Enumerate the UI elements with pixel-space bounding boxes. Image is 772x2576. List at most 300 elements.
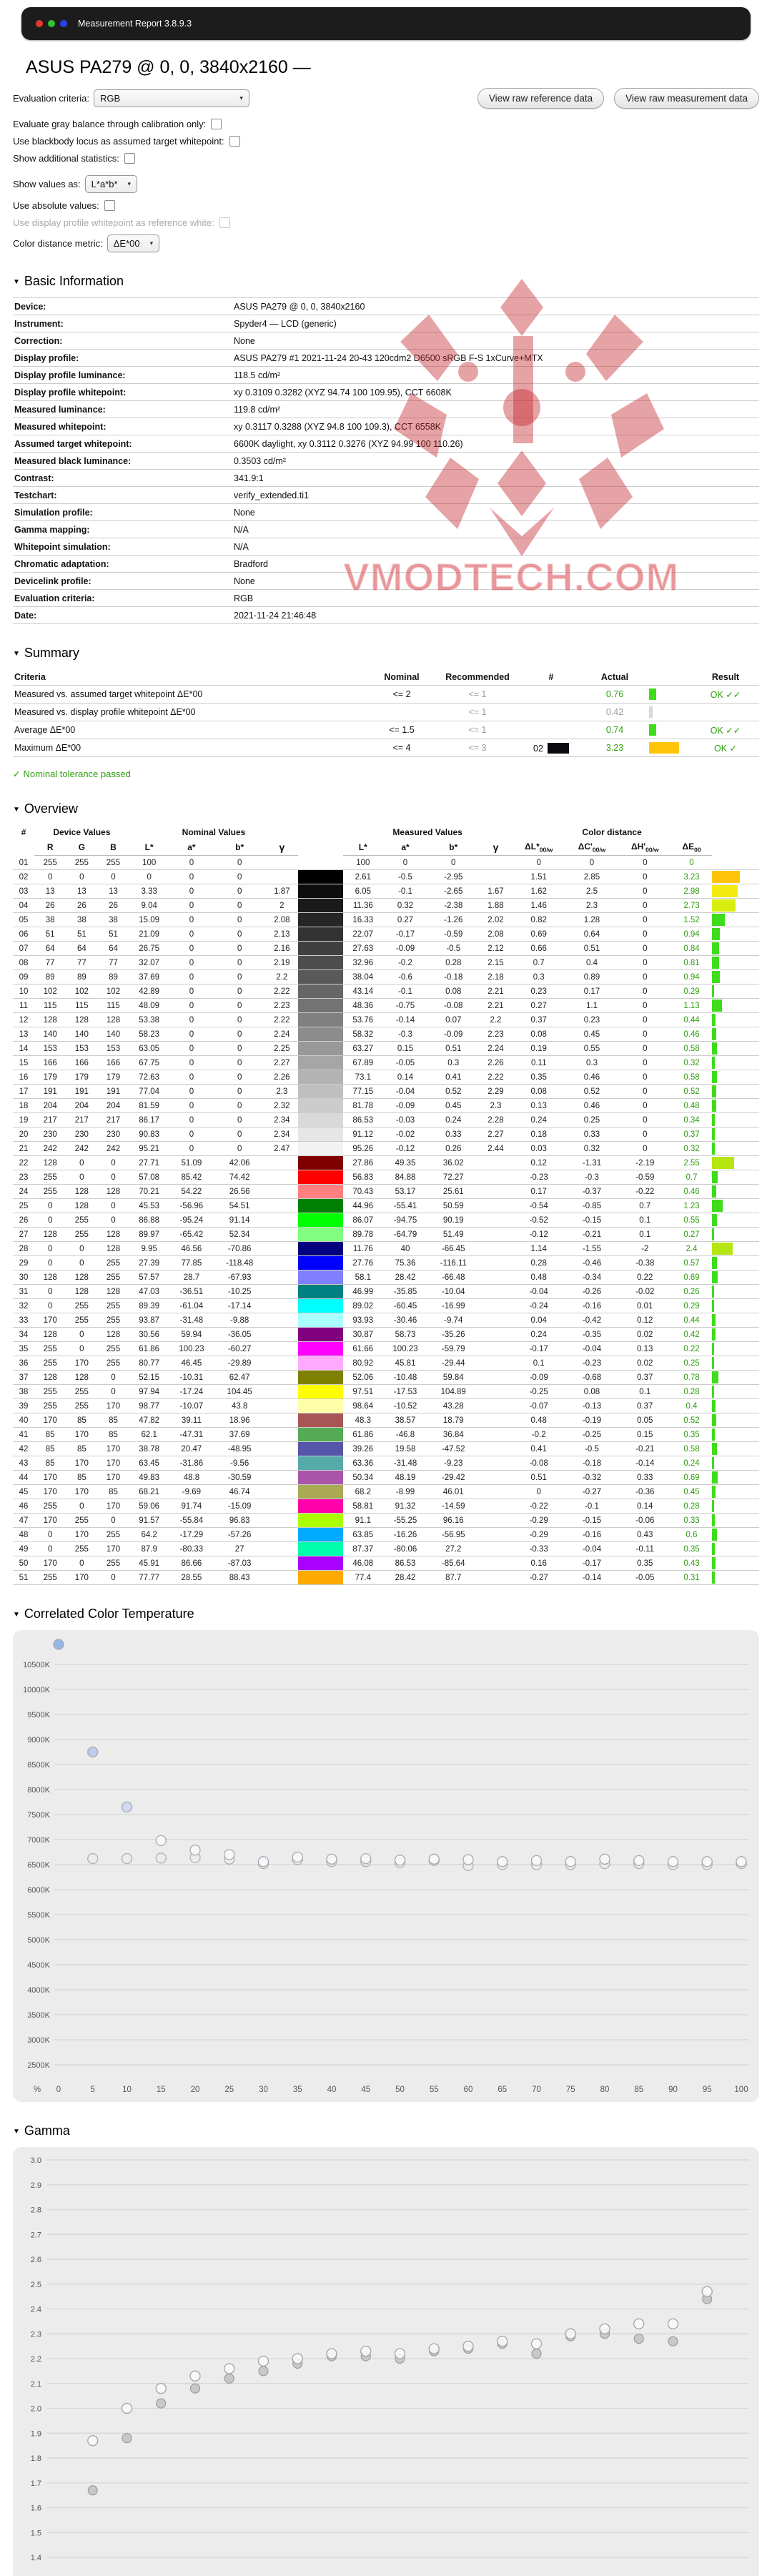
delta-e-bar xyxy=(712,914,725,926)
patch-swatch xyxy=(298,1399,342,1413)
basic-information-heading[interactable]: ▼ Basic Information xyxy=(13,274,124,288)
cct-measured-point xyxy=(224,1850,234,1860)
svg-text:5: 5 xyxy=(90,2086,95,2095)
overview-col-bar xyxy=(712,825,759,856)
svg-text:1.5: 1.5 xyxy=(30,2529,41,2538)
svg-text:9500K: 9500K xyxy=(27,1711,50,1720)
patch-swatch xyxy=(298,1228,342,1242)
gamma-nominal-point xyxy=(600,2324,610,2334)
color-distance-metric-value: ΔE*00 xyxy=(113,238,140,249)
overview-row: 11 115 115 115 48.09 0 0 2.23 48.36 -0.75 -0.08 2.21 0.27 1.1 0 1.13 xyxy=(13,999,759,1013)
overview-row: 14 153 153 153 63.05 0 0 2.25 63.27 0.15 0.51 2.24 0.19 0.55 0 0.58 xyxy=(13,1042,759,1056)
overview-row: 13 140 140 140 58.23 0 0 2.24 58.32 -0.3 -0.09 2.23 0.08 0.45 0 0.46 xyxy=(13,1027,759,1042)
patch-swatch xyxy=(298,1428,342,1442)
delta-e-bar xyxy=(712,928,720,940)
gamma-measured-point xyxy=(668,2337,678,2346)
delta-e-bar xyxy=(712,1214,717,1226)
overview-row: 34 128 0 128 30.56 59.94 -36.05 30.87 58.73 -35.26 0.24 -0.35 0.02 0.42 xyxy=(13,1328,759,1342)
delta-e-bar xyxy=(712,1243,733,1255)
svg-text:9000K: 9000K xyxy=(27,1736,50,1745)
cct-measured-point xyxy=(463,1855,473,1865)
overview-row: 42 85 85 170 38.78 20.47 -48.95 39.26 19.58 -47.52 0.41 -0.5 -0.21 0.58 xyxy=(13,1442,759,1456)
overview-row: 41 85 170 85 62.1 -47.31 37.69 61.86 -46.8 36.84 -0.2 -0.25 0.15 0.35 xyxy=(13,1428,759,1442)
info-row: Instrument: Spyder4 — LCD (generic) xyxy=(13,315,759,332)
cct-measured-point xyxy=(327,1855,337,1865)
svg-text:10500K: 10500K xyxy=(23,1661,50,1670)
cct-measured-point xyxy=(600,1855,610,1865)
overview-group-measured: Measured Values xyxy=(392,827,462,837)
svg-text:55: 55 xyxy=(429,2086,439,2095)
summary-col-num: # xyxy=(520,669,582,686)
svg-text:6000K: 6000K xyxy=(27,1886,50,1895)
svg-text:1.8: 1.8 xyxy=(30,2454,41,2464)
patch-swatch xyxy=(298,1170,342,1185)
evaluation-criteria-select[interactable] xyxy=(94,89,249,107)
svg-text:80: 80 xyxy=(600,2086,610,2095)
patch-swatch xyxy=(298,1499,342,1514)
overview-row: 04 26 26 26 9.04 0 0 2 11.36 0.32 -2.38 1.88 1.46 2.3 0 2.73 xyxy=(13,899,759,913)
svg-text:45: 45 xyxy=(361,2086,371,2095)
delta-e-bar xyxy=(712,1185,716,1198)
window-titlebar xyxy=(21,7,751,40)
gamma-nominal-point xyxy=(463,2341,473,2352)
overview-row: 45 170 170 85 68.21 -9.69 46.74 68.2 -8.99 46.01 0 -0.27 -0.36 0.45 xyxy=(13,1485,759,1499)
svg-text:4500K: 4500K xyxy=(27,1961,50,1970)
overview-row: 17 191 191 191 77.04 0 0 2.3 77.15 -0.04 0.52 2.29 0.08 0.52 0 0.52 xyxy=(13,1085,759,1099)
gamma-nominal-point xyxy=(532,2339,542,2349)
gamma-nominal-point xyxy=(361,2346,371,2357)
info-row: Display profile whitepoint: xy 0.3109 0.3282 (XYZ 94.74 100 109.95), CCT 6608K xyxy=(13,384,759,401)
delta-e-bar xyxy=(712,1085,716,1097)
delta-e-bar xyxy=(712,985,714,997)
display-whitepoint-reference-checkbox xyxy=(219,217,230,228)
cct-measured-point xyxy=(532,1856,542,1866)
patch-swatch xyxy=(298,1113,342,1127)
gamma-nominal-point xyxy=(156,2384,166,2394)
evaluation-criteria-value: RGB xyxy=(99,93,121,104)
cct-measured-point xyxy=(259,1857,269,1867)
delta-e-bar xyxy=(712,1486,716,1498)
delta-e-bar xyxy=(712,1100,716,1112)
result-bar xyxy=(649,689,656,700)
summary-col-criteria: Criteria xyxy=(13,669,369,686)
patch-swatch xyxy=(298,856,342,870)
patch-swatch xyxy=(298,1285,342,1299)
svg-text:2.8: 2.8 xyxy=(30,2206,41,2215)
delta-e-bar xyxy=(712,1028,716,1040)
patch-swatch xyxy=(298,1185,342,1199)
patch-swatch xyxy=(298,942,342,956)
svg-text:75: 75 xyxy=(565,2086,575,2095)
overview-row: 19 217 217 217 86.17 0 0 2.34 86.53 -0.03 0.24 2.28 0.24 0.25 0 0.34 xyxy=(13,1113,759,1127)
gamma-measured-point xyxy=(224,2374,234,2384)
overview-row: 07 64 64 64 26.75 0 0 2.16 27.63 -0.09 -0.5 2.12 0.66 0.51 0 0.84 xyxy=(13,942,759,956)
delta-e-bar xyxy=(712,1000,722,1012)
gamma-nominal-point xyxy=(498,2336,508,2346)
patch-swatch xyxy=(298,1571,342,1585)
svg-text:95: 95 xyxy=(702,2086,712,2095)
gamma-measured-point xyxy=(634,2334,643,2344)
delta-e-bar xyxy=(712,1314,716,1326)
patch-swatch xyxy=(298,1127,342,1142)
cct-measured-point xyxy=(156,1836,166,1846)
patch-swatch xyxy=(298,870,342,884)
delta-e-bar xyxy=(712,1128,715,1140)
patch-swatch xyxy=(298,1413,342,1428)
svg-text:2.4: 2.4 xyxy=(30,2305,41,2314)
overview-row: 16 179 179 179 72.63 0 0 2.26 73.1 0.14 0.41 2.22 0.35 0.46 0 0.58 xyxy=(13,1070,759,1085)
summary-row: Measured vs. assumed target whitepoint ΔE*00 <= 2 <= 1 0.76 OK ✓✓ xyxy=(13,686,759,704)
overview-row: 49 0 255 170 87.9 -80.33 27 87.37 -80.06 27.2 -0.33 -0.04 -0.11 0.35 xyxy=(13,1542,759,1556)
delta-e-bar xyxy=(712,1457,714,1469)
summary-col-nominal: Nominal xyxy=(369,669,435,686)
close-dot-icon[interactable] xyxy=(36,20,43,27)
svg-text:2.6: 2.6 xyxy=(30,2256,41,2265)
delta-e-bar xyxy=(712,1228,714,1240)
delta-e-bar xyxy=(712,1271,718,1283)
patch-swatch xyxy=(298,1056,342,1070)
show-values-label: Show values as: xyxy=(13,179,81,189)
svg-text:5000K: 5000K xyxy=(27,1936,50,1945)
collapse-triangle-icon: ▼ xyxy=(13,278,20,286)
patch-swatch xyxy=(298,1456,342,1471)
gamma-nominal-point xyxy=(702,2287,712,2297)
overview-row: 27 128 255 128 89.97 -65.42 52.34 89.78 -64.79 51.49 -0.12 -0.21 0.1 0.27 xyxy=(13,1228,759,1242)
patch-swatch xyxy=(298,1485,342,1499)
info-row: Evaluation criteria: RGB xyxy=(13,590,759,607)
cct-chart xyxy=(13,1630,759,2102)
summary-row: Average ΔE*00 <= 1.5 <= 1 0.74 OK ✓✓ xyxy=(13,721,759,739)
cct-heading[interactable]: ▼ Correlated Color Temperature xyxy=(13,1607,194,1622)
maximize-dot-icon[interactable] xyxy=(60,20,67,27)
info-row: Gamma mapping: N/A xyxy=(13,521,759,538)
delta-e-bar xyxy=(712,1300,714,1312)
patch-swatch xyxy=(298,970,342,984)
overview-row: 43 85 170 170 63.45 -31.86 -9.56 63.36 -31.48 -9.23 -0.08 -0.18 -0.14 0.24 xyxy=(13,1456,759,1471)
gamma-measured-point xyxy=(122,2434,132,2443)
gamma-nominal-point xyxy=(224,2364,234,2374)
svg-text:2.0: 2.0 xyxy=(30,2404,41,2414)
patch-swatch xyxy=(298,1027,342,1042)
delta-e-bar xyxy=(712,1143,715,1155)
info-row: Chromatic adaptation: Bradford xyxy=(13,556,759,573)
patch-swatch xyxy=(298,956,342,970)
cct-measured-point xyxy=(395,1855,405,1865)
patch-swatch xyxy=(298,1313,342,1328)
summary-row: Maximum ΔE*00 <= 4 <= 3 02 3.23 OK ✓ xyxy=(13,739,759,757)
svg-text:2500K: 2500K xyxy=(27,2061,50,2071)
svg-text:30: 30 xyxy=(259,2086,268,2095)
view-raw-measurement-data-button[interactable]: View raw measurement data xyxy=(614,88,759,109)
delta-e-bar xyxy=(712,899,736,912)
gamma-measured-point xyxy=(259,2367,268,2376)
overview-row: 05 38 38 38 15.09 0 0 2.08 16.33 0.27 -1.26 2.02 0.82 1.28 0 1.52 xyxy=(13,913,759,927)
patch-swatch xyxy=(298,1042,342,1056)
svg-text:8500K: 8500K xyxy=(27,1761,50,1770)
overview-row: 33 170 255 255 93.87 -31.48 -9.88 93.93 -30.46 -9.74 0.04 -0.42 0.12 0.44 xyxy=(13,1313,759,1328)
patch-swatch xyxy=(298,884,342,899)
delta-e-bar xyxy=(712,1428,715,1441)
svg-text:2.3: 2.3 xyxy=(30,2330,41,2339)
display-whitepoint-reference-label: Use display profile whitepoint as reference white: xyxy=(13,217,214,228)
svg-text:85: 85 xyxy=(634,2086,644,2095)
chevron-down-icon: ▾ xyxy=(127,180,132,187)
tolerance-passed-note: ✓ Nominal tolerance passed xyxy=(13,769,131,779)
svg-text:3500K: 3500K xyxy=(27,2011,50,2020)
gamma-measured-point xyxy=(191,2384,200,2394)
patch-swatch xyxy=(298,1242,342,1256)
patch-swatch xyxy=(298,1013,342,1027)
delta-e-bar xyxy=(712,1443,717,1455)
summary-heading[interactable]: ▼ Summary xyxy=(13,646,79,660)
patch-swatch xyxy=(298,1328,342,1342)
gamma-nominal-point xyxy=(190,2372,200,2382)
gamma-measured-point xyxy=(157,2399,166,2408)
gamma-nominal-point xyxy=(259,2357,269,2367)
svg-text:10: 10 xyxy=(122,2086,132,2095)
delta-e-bar xyxy=(712,1014,716,1026)
svg-text:2.7: 2.7 xyxy=(30,2231,41,2240)
svg-text:1.9: 1.9 xyxy=(30,2429,41,2439)
view-raw-reference-data-button[interactable]: View raw reference data xyxy=(477,88,604,109)
show-values-value: L*a*b* xyxy=(91,179,118,189)
overview-row: 03 13 13 13 3.33 0 0 1.87 6.05 -0.1 -2.65 1.67 1.62 2.5 0 2.98 xyxy=(13,884,759,899)
cct-measured-point xyxy=(498,1857,508,1867)
gamma-nominal-point xyxy=(122,2404,132,2414)
delta-e-bar xyxy=(712,1386,714,1398)
cct-measured-point xyxy=(361,1854,371,1864)
overview-row: 26 0 255 0 86.88 -95.24 91.14 86.07 -94.75 90.19 -0.52 -0.15 0.1 0.55 xyxy=(13,1213,759,1228)
overview-row: 10 102 102 102 42.89 0 0 2.22 43.14 -0.1 0.08 2.21 0.23 0.17 0 0.29 xyxy=(13,984,759,999)
patch-swatch xyxy=(298,1199,342,1213)
svg-text:7500K: 7500K xyxy=(27,1811,50,1820)
cct-measured-point xyxy=(565,1857,575,1867)
chevron-down-icon: ▾ xyxy=(239,94,243,102)
delta-e-bar xyxy=(712,1571,715,1584)
patch-swatch xyxy=(298,1299,342,1313)
result-bar xyxy=(649,706,653,718)
delta-e-bar xyxy=(712,1114,715,1126)
result-bar xyxy=(649,742,679,754)
svg-text:3000K: 3000K xyxy=(27,2036,50,2045)
patch-swatch xyxy=(298,1528,342,1542)
delta-e-bar xyxy=(712,1285,714,1298)
overview-row: 31 0 128 128 47.03 -36.51 -10.25 46.99 -35.85 -10.04 -0.04 -0.26 -0.02 0.26 xyxy=(13,1285,759,1299)
patch-swatch xyxy=(298,1385,342,1399)
delta-e-bar xyxy=(712,957,719,969)
overview-row: 08 77 77 77 32.07 0 0 2.19 32.96 -0.2 0.28 2.15 0.7 0.4 0 0.81 xyxy=(13,956,759,970)
delta-e-bar xyxy=(712,1400,716,1412)
patch-swatch xyxy=(298,913,342,927)
svg-text:5500K: 5500K xyxy=(27,1911,50,1920)
gamma-measured-point xyxy=(532,2349,541,2359)
info-row: Device: ASUS PA279 @ 0, 0, 3840x2160 xyxy=(13,298,759,315)
patch-swatch xyxy=(298,1156,342,1170)
overview-row: 50 170 0 255 45.91 86.66 -87.03 46.08 86.53 -85.64 0.16 -0.17 0.35 0.43 xyxy=(13,1556,759,1571)
overview-row: 23 255 0 0 57.08 85.42 74.42 56.83 84.88 72.27 -0.23 -0.3 -0.59 0.7 xyxy=(13,1170,759,1185)
overview-group-device: Device Values xyxy=(53,827,111,837)
info-row: Devicelink profile: None xyxy=(13,573,759,590)
delta-e-bar xyxy=(712,971,720,983)
basic-information-table xyxy=(13,297,759,624)
svg-text:15: 15 xyxy=(156,2086,166,2095)
svg-text:4000K: 4000K xyxy=(27,1986,50,1995)
info-row: Date: 2021-11-24 21:46:48 xyxy=(13,607,759,624)
delta-e-bar xyxy=(712,942,719,954)
info-row: Whitepoint simulation: N/A xyxy=(13,538,759,556)
svg-text:40: 40 xyxy=(327,2086,337,2095)
gamma-nominal-point xyxy=(429,2344,439,2354)
svg-text:1.4: 1.4 xyxy=(30,2554,41,2563)
delta-e-bar xyxy=(712,1529,717,1541)
delta-e-bar xyxy=(712,1514,715,1526)
patch-swatch xyxy=(298,1556,342,1571)
gamma-measured-point xyxy=(88,2486,97,2495)
evaluation-criteria-label: Evaluation criteria: xyxy=(13,93,89,104)
patch-swatch xyxy=(298,1213,342,1228)
gamma-nominal-point xyxy=(327,2349,337,2359)
svg-text:25: 25 xyxy=(224,2086,234,2095)
color-distance-metric-select[interactable] xyxy=(107,235,159,252)
svg-text:1.7: 1.7 xyxy=(30,2479,41,2489)
cct-measured-point xyxy=(429,1855,439,1865)
summary-col-bar xyxy=(648,669,692,686)
gamma-nominal-point xyxy=(668,2319,678,2329)
overview-row: 09 89 89 89 37.69 0 0 2.2 38.04 -0.6 -0.18 2.18 0.3 0.89 0 0.94 xyxy=(13,970,759,984)
patch-swatch xyxy=(298,1542,342,1556)
delta-e-bar xyxy=(712,1071,717,1083)
overview-row: 28 0 0 128 9.95 46.56 -70.86 11.76 40 -66.45 1.14 -1.55 -2 2.4 xyxy=(13,1242,759,1256)
svg-text:10000K: 10000K xyxy=(23,1686,50,1695)
overview-row: 02 0 0 0 0 0 0 2.61 -0.5 -2.95 1.51 2.85 0 3.23 xyxy=(13,870,759,884)
gamma-heading[interactable]: ▼ Gamma xyxy=(13,2123,70,2138)
delta-e-bar xyxy=(712,1171,718,1183)
overview-row: 32 0 255 255 89.39 -61.04 -17.14 89.02 -60.45 -16.99 -0.24 -0.16 0.01 0.29 xyxy=(13,1299,759,1313)
svg-text:20: 20 xyxy=(190,2086,200,2095)
delta-e-bar xyxy=(712,1543,715,1555)
svg-text:60: 60 xyxy=(463,2086,473,2095)
info-row: Measured luminance: 119.8 cd/m² xyxy=(13,401,759,418)
cct-measured-point xyxy=(702,1857,712,1867)
patch-swatch xyxy=(298,984,342,999)
gray-balance-label: Evaluate gray balance through calibration only: xyxy=(13,119,207,129)
overview-group-nominal: Nominal Values xyxy=(182,827,246,837)
svg-text:50: 50 xyxy=(395,2086,405,2095)
overview-row: 25 0 128 0 45.53 -56.96 54.51 44.96 -55.41 50.59 -0.54 -0.85 0.7 1.23 xyxy=(13,1199,759,1213)
overview-row: 44 170 85 170 49.83 48.8 -30.59 50.34 48.19 -29.42 0.51 -0.32 0.33 0.69 xyxy=(13,1471,759,1485)
patch-swatch xyxy=(298,1142,342,1156)
overview-row: 30 128 128 255 57.57 28.7 -67.93 58.1 28.42 -66.48 0.48 -0.34 0.22 0.69 xyxy=(13,1270,759,1285)
overview-row: 21 242 242 242 95.21 0 0 2.47 95.26 -0.12 0.26 2.44 0.03 0.32 0 0.32 xyxy=(13,1142,759,1156)
info-row: Testchart: verify_extended.ti1 xyxy=(13,487,759,504)
svg-text:6500K: 6500K xyxy=(27,1861,50,1870)
cct-measured-point xyxy=(736,1857,746,1867)
delta-e-bar xyxy=(712,1157,734,1169)
patch-swatch xyxy=(298,1342,342,1356)
minimize-dot-icon[interactable] xyxy=(48,20,55,27)
delta-e-bar xyxy=(712,1414,716,1426)
info-row: Assumed target whitepoint: 6600K daylight, xy 0.3112 0.3276 (XYZ 94.99 100 110.26) xyxy=(13,435,759,453)
patch-swatch xyxy=(298,1442,342,1456)
patch-swatch xyxy=(298,1256,342,1270)
patch-swatch xyxy=(298,1070,342,1085)
overview-row: 01 255 255 255 100 0 0 100 0 0 0 0 0 0 xyxy=(13,856,759,870)
overview-row: 29 0 0 255 27.39 77.85 -118.48 27.76 75.36 -116.11 0.28 -0.46 -0.38 0.57 xyxy=(13,1256,759,1270)
patch-swatch xyxy=(298,999,342,1013)
svg-text:2.1: 2.1 xyxy=(30,2380,41,2389)
svg-text:100: 100 xyxy=(734,2086,748,2095)
delta-e-bar xyxy=(712,885,738,897)
window-title: Measurement Report 3.8.9.3 xyxy=(78,19,192,29)
absolute-values-checkbox[interactable] xyxy=(104,200,115,211)
summary-col-actual: Actual xyxy=(582,669,648,686)
overview-table: # Device Values Nominal Values Measured Values Color distance R G B L* a* b* γ L* a* b* γ $\Delta L*_{00/w}$ $\Delta C'_{00/w}$ $\Delta H'_{00/w}$ $\Delta E_{00}$ 01 255 255 255 100 0 0 100 0 0 0 0 0 0 02 0 0 0 0 0 0 2.61 -0.5 -2.95 1.51 2.85 0 3.23 03 13 13 13 3.33 0 0 1.87 6.05 -0.1 -2.65 1.67 1.62 2.5 0 2.98 04 26 26 26 9.04 0 0 2 11.36 0.32 -2.38 1.88 1.46 2.3 0 2.73 05 38 38 38 15.09 0 0 2.08 16.33 0.27 -1.26 2.02 0.82 1.28 0 1.52 06 51 51 51 21.09 0 0 2.13 22.07 -0.17 -0.59 2.08 0.69 0.64 0 0.94 07 64 64 64 26.75 0 0 2.16 27.63 -0.09 -0.5 2.12 0.66 0.51 0 0.84 08 77 77 77 32.07 0 0 2.19 32.96 -0.2 0.28 2.15 0.7 0.4 0 0.81 09 89 89 89 37.69 0 0 2.2 38.04 -0.6 -0.18 2.18 0.3 0.89 0 0.94 10 102 102 102 42.89 0 0 2.22 43.14 -0.1 0.08 2.21 0.23 0.17 0 0.29 11 115 115 115 48.09 0 0 2.23 48.36 -0.75 -0.08 2.21 0.27 1.1 0 1.13 12 128 128 128 53.38 0 0 2.22 53.76 -0.14 0.07 2.2 0.37 0.23 0 0.44 13 140 140 140 58.23 0 0 2.24 58.32 -0.3 -0.09 2.23 0.08 0.45 0 0.46 14 153 153 153 63.05 0 0 2.25 63.27 0.15 0.51 2.24 0.19 0.55 0 0.58 15 166 166 166 67.75 0 0 2.27 67.89 -0.05 0.3 2.26 0.11 0.3 0 0.32 16 179 179 179 72.63 0 0 2.26 73.1 0.14 0.41 2.22 0.35 0.46 0 0.58 17 191 191 191 77.04 0 0 2.3 77.15 -0.04 0.52 2.29 0.08 0.52 0 0.52 18 204 204 204 81.59 0 0 2.32 81.78 -0.09 0.45 2.3 0.13 0.46 0 0.48 19 217 217 217 86.17 0 0 2.34 86.53 -0.03 0.24 2.28 0.24 0.25 0 0.34 20 230 230 230 90.83 0 0 2.34 91.12 -0.02 0.33 2.27 0.18 0.33 0 0.37 21 242 242 242 95.21 0 0 2.47 95.26 -0.12 0.26 2.44 0.03 0.32 0 0.32 22 128 0 0 27.71 51.09 42.06 27.86 49.35 36.02 0.12 -1.31 -2.19 2.55 23 255 0 0 57.08 85.42 74.42 56.83 84.88 72.27 -0.23 -0.3 -0.59 0.7 24 255 128 128 70.21 54.22 26.56 70.43 53.17 25.61 0.17 -0.37 -0.22 0.46 25 0 128 0 45.53 -56.96 54.51 44.96 -55.41 50.59 -0.54 -0.85 0.7 1.23 26 0 255 0 86.88 -95.24 91.14 86.07 -94.75 90.19 -0.52 -0.15 0.1 0.55 27 128 255 128 89.97 -65.42 52.34 89.78 -64.79 51.49 -0.12 -0.21 0.1 0.27 28 0 0 128 9.95 46.56 -70.86 11.76 40 -66.45 1.14 -1.55 -2 2.4 29 0 0 255 27.39 77.85 -118.48 27.76 75.36 -116.11 0.28 -0.46 -0.38 0.57 30 128 128 255 57.57 28.7 -67.93 58.1 28.42 -66.48 0.48 -0.34 0.22 0.69 31 0 128 128 47.03 -36.51 -10.25 46.99 -35.85 -10.04 -0.04 -0.26 -0.02 0.26 32 0 255 255 89.39 -61.04 -17.14 89.02 -60.45 -16.99 -0.24 -0.16 0.01 0.29 33 170 255 255 93.87 -31.48 -9.88 93.93 -30.46 -9.74 0.04 -0.42 0.12 0.44 34 128 0 128 30.56 59.94 -36.05 30.87 58.73 -35.26 0.24 -0.35 0.02 0.42 35 255 0 255 61.86 100.23 -60.27 61.66 100.23 -59.79 -0.17 -0.04 0.13 0.22 36 255 170 255 80.77 46.45 -29.89 80.92 45.81 -29.44 0.1 -0.23 0.02 0.25 37 128 128 0 52.15 -10.31 62.47 52.06 -10.48 59.84 -0.09 -0.68 0.37 0.78 38 255 255 0 97.94 -17.24 104.45 97.51 -17.53 104.89 -0.25 0.08 0.1 0.28 39 255 255 170 98.77 -10.07 43.8 98.64 -10.52 43.28 -0.07 -0.13 0.37 0.4 40 170 85 85 47.82 39.11 18.96 48.3 38.57 18.79 0.48 -0.19 0.05 0.52 41 85 170 85 62.1 -47.31 37.69 61.86 -46.8 36.84 -0.2 -0.25 0.15 0.35 42 85 85 170 38.78 20.47 -48.95 39.26 19.58 -47.52 0.41 -0.5 -0.21 0.58 43 85 170 170 63.45 -31.86 -9.56 63.36 -31.48 -9.23 -0.08 -0.18 -0.14 0.24 44 170 85 170 49.83 48.8 -30.59 50.34 48.19 -29.42 0.51 -0.32 0.33 0.69 45 170 170 85 68.21 -9.69 46.74 68.2 -8.99 46.01 0 -0.27 -0.36 0.45 46 255 0 170 59.06 91.74 -15.09 58.81 91.32 -14.59 -0.22 -0.1 0.14 0.28 47 170 255 0 91.57 -55.84 96.83 91.1 -55.25 96.16 -0.29 -0.15 -0.06 0.33 48 0 170 255 64.2 -17.29 -57.26 63.85 -16.26 -56.95 -0.29 -0.16 0.43 0.6 49 0 255 170 87.9 -80.33 27 87.37 -80.06 27.2 -0.33 -0.04 -0.11 0.35 50 170 0 255 45.91 86.66 -87.03 46.08 86.53 -85.64 0.16 -0.17 0.35 0.43 51 255 170 0 77.77 28.55 88.43 77.4 28.42 87.7 -0.27 -0.14 -0.05 0.31 xyxy=(13,825,759,1585)
gamma-nominal-point xyxy=(395,2349,405,2359)
color-distance-metric-label: Color distance metric: xyxy=(13,238,103,249)
overview-group-distance: Color distance xyxy=(582,827,642,837)
statistics-checkbox[interactable] xyxy=(124,153,135,164)
patch-swatch xyxy=(298,1356,342,1371)
page-title: ASUS PA279 @ 0, 0, 3840x2160 — xyxy=(26,57,311,77)
overview-row: 35 255 0 255 61.86 100.23 -60.27 61.66 100.23 -59.79 -0.17 -0.04 0.13 0.22 xyxy=(13,1342,759,1356)
summary-col-recommended: Recommended xyxy=(435,669,520,686)
overview-row: 47 170 255 0 91.57 -55.84 96.83 91.1 -55.25 96.16 -0.29 -0.15 -0.06 0.33 xyxy=(13,1514,759,1528)
svg-text:7000K: 7000K xyxy=(27,1836,50,1845)
info-row: Display profile: ASUS PA279 #1 2021-11-24 20-43 120cdm2 D6500 sRGB F-S 1xCurve+MTX xyxy=(13,350,759,367)
collapse-triangle-icon: ▼ xyxy=(13,1611,20,1619)
delta-e-bar xyxy=(712,1557,716,1569)
cct-measured-point xyxy=(122,1802,132,1812)
info-row: Contrast: 341.9:1 xyxy=(13,470,759,487)
delta-e-bar xyxy=(712,871,740,883)
patch-swatch xyxy=(298,1085,342,1099)
summary-row: Measured vs. display profile whitepoint ΔE*00 <= 1 0.42 xyxy=(13,704,759,721)
blackbody-checkbox[interactable] xyxy=(229,136,240,147)
overview-row: 12 128 128 128 53.38 0 0 2.22 53.76 -0.14 0.07 2.2 0.37 0.23 0 0.44 xyxy=(13,1013,759,1027)
overview-row: 48 0 170 255 64.2 -17.29 -57.26 63.85 -16.26 -56.95 -0.29 -0.16 0.43 0.6 xyxy=(13,1528,759,1542)
overview-row: 24 255 128 128 70.21 54.22 26.56 70.43 53.17 25.61 0.17 -0.37 -0.22 0.46 xyxy=(13,1185,759,1199)
svg-text:65: 65 xyxy=(498,2086,508,2095)
cct-measured-point xyxy=(634,1856,644,1866)
svg-text:90: 90 xyxy=(668,2086,678,2095)
cct-measured-point xyxy=(190,1845,200,1855)
overview-row: 18 204 204 204 81.59 0 0 2.32 81.78 -0.09 0.45 2.3 0.13 0.46 0 0.48 xyxy=(13,1099,759,1113)
svg-text:%: % xyxy=(33,2086,41,2095)
delta-e-bar xyxy=(712,1200,723,1212)
overview-row: 36 255 170 255 80.77 46.45 -29.89 80.92 45.81 -29.44 0.1 -0.23 0.02 0.25 xyxy=(13,1356,759,1371)
overview-row: 20 230 230 230 90.83 0 0 2.34 91.12 -0.02 0.33 2.27 0.18 0.33 0 0.37 xyxy=(13,1127,759,1142)
delta-e-bar xyxy=(712,1471,718,1484)
delta-e-bar xyxy=(712,1057,715,1069)
cct-measured-point xyxy=(54,1639,64,1649)
patch-swatch xyxy=(298,1270,342,1285)
summary-table xyxy=(13,669,759,757)
patch-swatch xyxy=(298,927,342,942)
overview-row: 51 255 170 0 77.77 28.55 88.43 77.4 28.42 87.7 -0.27 -0.14 -0.05 0.31 xyxy=(13,1571,759,1585)
overview-row: 40 170 85 85 47.82 39.11 18.96 48.3 38.57 18.79 0.48 -0.19 0.05 0.52 xyxy=(13,1413,759,1428)
delta-e-bar xyxy=(712,1357,714,1369)
svg-text:0: 0 xyxy=(56,2086,61,2095)
chevron-down-icon: ▾ xyxy=(149,240,154,247)
show-values-select[interactable] xyxy=(85,175,137,193)
collapse-triangle-icon: ▼ xyxy=(13,806,20,814)
overview-heading[interactable]: ▼ Overview xyxy=(13,801,78,816)
cct-measured-point xyxy=(292,1852,302,1862)
svg-text:1.6: 1.6 xyxy=(30,2504,41,2513)
gamma-chart xyxy=(13,2147,759,2576)
gray-balance-checkbox[interactable] xyxy=(211,119,222,129)
overview-row: 06 51 51 51 21.09 0 0 2.13 22.07 -0.17 -0.59 2.08 0.69 0.64 0 0.94 xyxy=(13,927,759,942)
